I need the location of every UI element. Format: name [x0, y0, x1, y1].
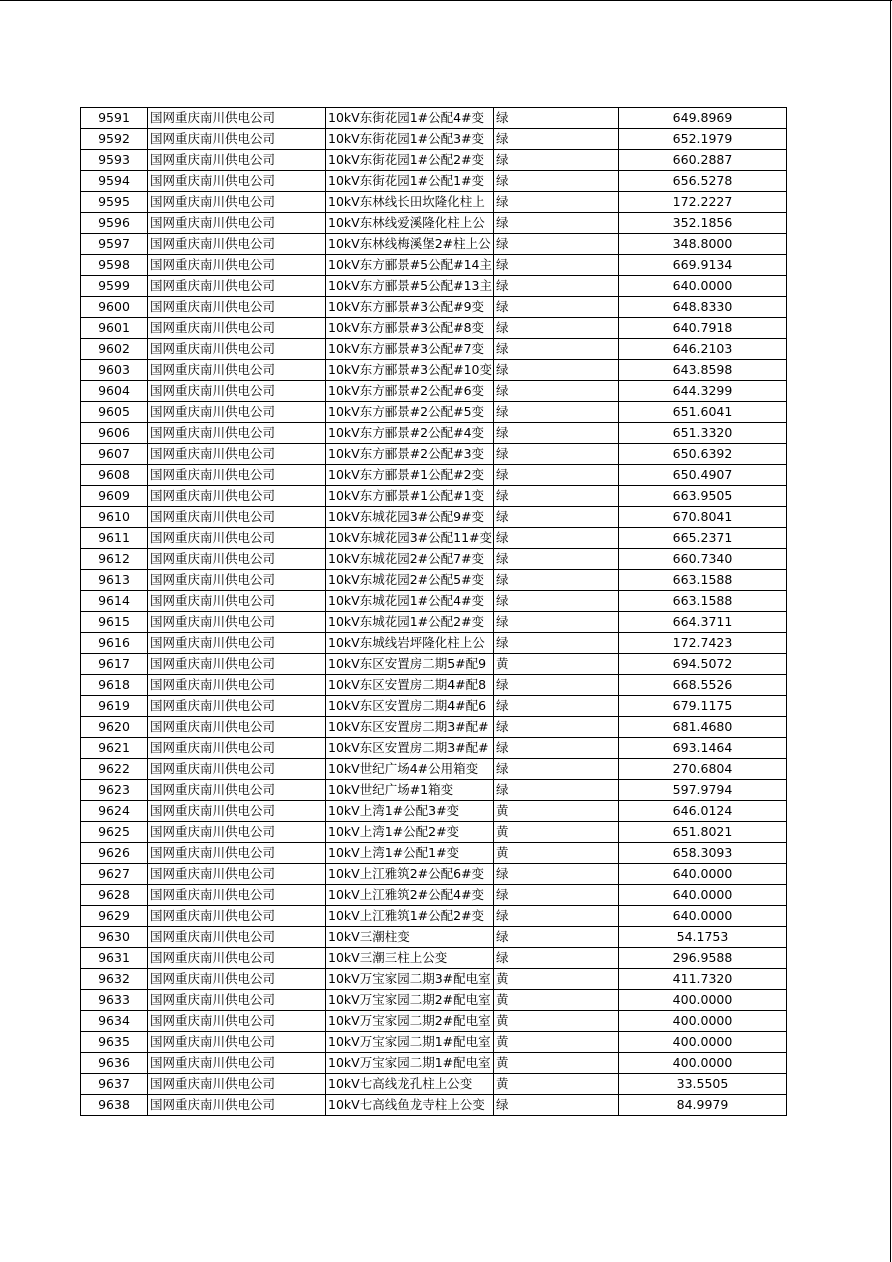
status-cell: 绿	[494, 255, 619, 276]
company-cell: 国网重庆南川供电公司	[148, 1095, 326, 1116]
row-id-cell: 9620	[81, 717, 148, 738]
row-id-cell: 9591	[81, 108, 148, 129]
value-cell: 651.6041	[619, 402, 787, 423]
station-name-cell: 10kV七高线鱼龙寺柱上公变	[326, 1095, 494, 1116]
row-id-cell: 9623	[81, 780, 148, 801]
row-id-cell: 9612	[81, 549, 148, 570]
row-id-cell: 9592	[81, 129, 148, 150]
value-cell: 270.6804	[619, 759, 787, 780]
row-id-cell: 9626	[81, 843, 148, 864]
row-id-cell: 9633	[81, 990, 148, 1011]
status-cell: 绿	[494, 780, 619, 801]
station-name-cell: 10kV东城花园3#公配9#变	[326, 507, 494, 528]
status-cell: 绿	[494, 675, 619, 696]
value-cell: 650.6392	[619, 444, 787, 465]
company-cell: 国网重庆南川供电公司	[148, 507, 326, 528]
station-name-cell: 10kV东街花园1#公配3#变	[326, 129, 494, 150]
station-name-cell: 10kV上江雅筑1#公配2#变	[326, 906, 494, 927]
status-cell: 绿	[494, 276, 619, 297]
station-name-cell: 10kV上湾1#公配1#变	[326, 843, 494, 864]
status-cell: 绿	[494, 528, 619, 549]
company-cell: 国网重庆南川供电公司	[148, 234, 326, 255]
company-cell: 国网重庆南川供电公司	[148, 465, 326, 486]
table-row	[81, 780, 787, 801]
table-row	[81, 591, 787, 612]
value-cell: 640.0000	[619, 885, 787, 906]
station-name-cell: 10kV东街花园1#公配4#变	[326, 108, 494, 129]
station-name-cell: 10kV东区安置房二期3#配#	[326, 717, 494, 738]
value-cell: 660.7340	[619, 549, 787, 570]
station-name-cell: 10kV东城花园3#公配11#变	[326, 528, 494, 549]
row-id-cell: 9614	[81, 591, 148, 612]
table-row	[81, 738, 787, 759]
company-cell: 国网重庆南川供电公司	[148, 108, 326, 129]
value-cell: 646.2103	[619, 339, 787, 360]
value-cell: 650.4907	[619, 465, 787, 486]
station-name-cell: 10kV东方郦景#5公配#14主	[326, 255, 494, 276]
row-id-cell: 9600	[81, 297, 148, 318]
company-cell: 国网重庆南川供电公司	[148, 591, 326, 612]
table-row	[81, 444, 787, 465]
table-row	[81, 1053, 787, 1074]
value-cell: 664.3711	[619, 612, 787, 633]
value-cell: 648.8330	[619, 297, 787, 318]
value-cell: 172.7423	[619, 633, 787, 654]
company-cell: 国网重庆南川供电公司	[148, 402, 326, 423]
row-id-cell: 9606	[81, 423, 148, 444]
table-row	[81, 549, 787, 570]
table-row	[81, 465, 787, 486]
station-name-cell: 10kV世纪广场#1箱变	[326, 780, 494, 801]
company-cell: 国网重庆南川供电公司	[148, 843, 326, 864]
value-cell: 84.9979	[619, 1095, 787, 1116]
row-id-cell: 9637	[81, 1074, 148, 1095]
table-row	[81, 108, 787, 129]
value-cell: 660.2887	[619, 150, 787, 171]
status-cell: 黄	[494, 822, 619, 843]
table-row	[81, 507, 787, 528]
table-row	[81, 1011, 787, 1032]
station-name-cell: 10kV万宝家园二期1#配电室	[326, 1032, 494, 1053]
value-cell: 352.1856	[619, 213, 787, 234]
station-name-cell: 10kV东方郦景#2公配#3变	[326, 444, 494, 465]
status-cell: 绿	[494, 696, 619, 717]
value-cell: 411.7320	[619, 969, 787, 990]
station-name-cell: 10kV东方郦景#5公配#13主	[326, 276, 494, 297]
station-name-cell: 10kV东方郦景#3公配#7变	[326, 339, 494, 360]
value-cell: 296.9588	[619, 948, 787, 969]
status-cell: 绿	[494, 423, 619, 444]
status-cell: 黄	[494, 1032, 619, 1053]
status-cell: 绿	[494, 570, 619, 591]
table-row	[81, 717, 787, 738]
value-cell: 669.9134	[619, 255, 787, 276]
company-cell: 国网重庆南川供电公司	[148, 801, 326, 822]
row-id-cell: 9594	[81, 171, 148, 192]
page-right-border	[890, 0, 891, 1262]
station-name-cell: 10kV东方郦景#3公配#9变	[326, 297, 494, 318]
value-cell: 693.1464	[619, 738, 787, 759]
company-cell: 国网重庆南川供电公司	[148, 1053, 326, 1074]
station-name-cell: 10kV上江雅筑2#公配6#变	[326, 864, 494, 885]
status-cell: 黄	[494, 801, 619, 822]
company-cell: 国网重庆南川供电公司	[148, 696, 326, 717]
value-cell: 640.0000	[619, 906, 787, 927]
station-name-cell: 10kV东林线梅溪堡2#柱上公	[326, 234, 494, 255]
value-cell: 644.3299	[619, 381, 787, 402]
status-cell: 绿	[494, 885, 619, 906]
table-row	[81, 150, 787, 171]
table-row	[81, 1074, 787, 1095]
value-cell: 649.8969	[619, 108, 787, 129]
row-id-cell: 9595	[81, 192, 148, 213]
status-cell: 绿	[494, 486, 619, 507]
company-cell: 国网重庆南川供电公司	[148, 444, 326, 465]
company-cell: 国网重庆南川供电公司	[148, 1074, 326, 1095]
value-cell: 656.5278	[619, 171, 787, 192]
value-cell: 651.8021	[619, 822, 787, 843]
status-cell: 绿	[494, 549, 619, 570]
row-id-cell: 9615	[81, 612, 148, 633]
company-cell: 国网重庆南川供电公司	[148, 255, 326, 276]
station-name-cell: 10kV三潮柱变	[326, 927, 494, 948]
status-cell: 绿	[494, 192, 619, 213]
status-cell: 绿	[494, 213, 619, 234]
table-row	[81, 906, 787, 927]
row-id-cell: 9629	[81, 906, 148, 927]
company-cell: 国网重庆南川供电公司	[148, 1011, 326, 1032]
status-cell: 黄	[494, 969, 619, 990]
page-top-border	[0, 0, 892, 1]
company-cell: 国网重庆南川供电公司	[148, 612, 326, 633]
row-id-cell: 9610	[81, 507, 148, 528]
value-cell: 54.1753	[619, 927, 787, 948]
status-cell: 绿	[494, 717, 619, 738]
value-cell: 643.8598	[619, 360, 787, 381]
table-row	[81, 234, 787, 255]
station-name-cell: 10kV万宝家园二期1#配电室	[326, 1053, 494, 1074]
row-id-cell: 9611	[81, 528, 148, 549]
company-cell: 国网重庆南川供电公司	[148, 276, 326, 297]
row-id-cell: 9605	[81, 402, 148, 423]
company-cell: 国网重庆南川供电公司	[148, 906, 326, 927]
table-row	[81, 318, 787, 339]
row-id-cell: 9607	[81, 444, 148, 465]
row-id-cell: 9632	[81, 969, 148, 990]
table-row	[81, 1032, 787, 1053]
station-name-cell: 10kV上江雅筑2#公配4#变	[326, 885, 494, 906]
status-cell: 绿	[494, 633, 619, 654]
value-cell: 679.1175	[619, 696, 787, 717]
company-cell: 国网重庆南川供电公司	[148, 717, 326, 738]
station-name-cell: 10kV东城花园2#公配5#变	[326, 570, 494, 591]
value-cell: 651.3320	[619, 423, 787, 444]
row-id-cell: 9613	[81, 570, 148, 591]
value-cell: 400.0000	[619, 1053, 787, 1074]
station-name-cell: 10kV东城线岩坪隆化柱上公	[326, 633, 494, 654]
station-name-cell: 10kV万宝家园二期2#配电室	[326, 1011, 494, 1032]
status-cell: 绿	[494, 402, 619, 423]
table-row	[81, 885, 787, 906]
status-cell: 绿	[494, 171, 619, 192]
table-row	[81, 360, 787, 381]
station-name-cell: 10kV东方郦景#2公配#6变	[326, 381, 494, 402]
value-cell: 400.0000	[619, 990, 787, 1011]
company-cell: 国网重庆南川供电公司	[148, 675, 326, 696]
table-row	[81, 927, 787, 948]
row-id-cell: 9627	[81, 864, 148, 885]
table-row	[81, 969, 787, 990]
table-row	[81, 654, 787, 675]
company-cell: 国网重庆南川供电公司	[148, 633, 326, 654]
station-name-cell: 10kV东方郦景#2公配#4变	[326, 423, 494, 444]
table-row	[81, 948, 787, 969]
status-cell: 绿	[494, 297, 619, 318]
company-cell: 国网重庆南川供电公司	[148, 759, 326, 780]
status-cell: 绿	[494, 444, 619, 465]
company-cell: 国网重庆南川供电公司	[148, 738, 326, 759]
row-id-cell: 9618	[81, 675, 148, 696]
station-name-cell: 10kV东方郦景#1公配#1变	[326, 486, 494, 507]
value-cell: 640.0000	[619, 276, 787, 297]
row-id-cell: 9601	[81, 318, 148, 339]
value-cell: 348.8000	[619, 234, 787, 255]
table-row	[81, 633, 787, 654]
company-cell: 国网重庆南川供电公司	[148, 423, 326, 444]
status-cell: 黄	[494, 1011, 619, 1032]
company-cell: 国网重庆南川供电公司	[148, 150, 326, 171]
station-name-cell: 10kV万宝家园二期2#配电室	[326, 990, 494, 1011]
company-cell: 国网重庆南川供电公司	[148, 990, 326, 1011]
station-name-cell: 10kV东区安置房二期5#配9	[326, 654, 494, 675]
table-row	[81, 339, 787, 360]
station-name-cell: 10kV上湾1#公配2#变	[326, 822, 494, 843]
status-cell: 绿	[494, 738, 619, 759]
station-name-cell: 10kV东区安置房二期4#配8	[326, 675, 494, 696]
row-id-cell: 9599	[81, 276, 148, 297]
status-cell: 绿	[494, 507, 619, 528]
company-cell: 国网重庆南川供电公司	[148, 927, 326, 948]
status-cell: 黄	[494, 1053, 619, 1074]
station-name-cell: 10kV三潮三柱上公变	[326, 948, 494, 969]
row-id-cell: 9602	[81, 339, 148, 360]
status-cell: 绿	[494, 381, 619, 402]
value-cell: 670.8041	[619, 507, 787, 528]
station-name-cell: 10kV东方郦景#3公配#8变	[326, 318, 494, 339]
table-row	[81, 843, 787, 864]
table-row	[81, 255, 787, 276]
value-cell: 663.1588	[619, 570, 787, 591]
row-id-cell: 9635	[81, 1032, 148, 1053]
status-cell: 黄	[494, 1074, 619, 1095]
row-id-cell: 9625	[81, 822, 148, 843]
company-cell: 国网重庆南川供电公司	[148, 171, 326, 192]
value-cell: 646.0124	[619, 801, 787, 822]
company-cell: 国网重庆南川供电公司	[148, 339, 326, 360]
company-cell: 国网重庆南川供电公司	[148, 318, 326, 339]
station-name-cell: 10kV东城花园1#公配2#变	[326, 612, 494, 633]
company-cell: 国网重庆南川供电公司	[148, 969, 326, 990]
value-cell: 663.1588	[619, 591, 787, 612]
company-cell: 国网重庆南川供电公司	[148, 822, 326, 843]
company-cell: 国网重庆南川供电公司	[148, 885, 326, 906]
status-cell: 绿	[494, 150, 619, 171]
table-row	[81, 990, 787, 1011]
station-name-cell: 10kV七高线龙孔柱上公变	[326, 1074, 494, 1095]
status-cell: 绿	[494, 339, 619, 360]
company-cell: 国网重庆南川供电公司	[148, 192, 326, 213]
table-row	[81, 297, 787, 318]
status-cell: 绿	[494, 318, 619, 339]
station-name-cell: 10kV东方郦景#3公配#10变	[326, 360, 494, 381]
status-cell: 绿	[494, 759, 619, 780]
row-id-cell: 9631	[81, 948, 148, 969]
station-name-cell: 10kV东城花园2#公配7#变	[326, 549, 494, 570]
table-row	[81, 675, 787, 696]
row-id-cell: 9634	[81, 1011, 148, 1032]
status-cell: 绿	[494, 234, 619, 255]
station-name-cell: 10kV东区安置房二期4#配6	[326, 696, 494, 717]
row-id-cell: 9598	[81, 255, 148, 276]
value-cell: 597.9794	[619, 780, 787, 801]
company-cell: 国网重庆南川供电公司	[148, 129, 326, 150]
company-cell: 国网重庆南川供电公司	[148, 654, 326, 675]
status-cell: 绿	[494, 906, 619, 927]
table-row	[81, 696, 787, 717]
status-cell: 黄	[494, 843, 619, 864]
company-cell: 国网重庆南川供电公司	[148, 864, 326, 885]
table-row	[81, 213, 787, 234]
company-cell: 国网重庆南川供电公司	[148, 297, 326, 318]
station-name-cell: 10kV东方郦景#1公配#2变	[326, 465, 494, 486]
row-id-cell: 9617	[81, 654, 148, 675]
table-row	[81, 486, 787, 507]
station-name-cell: 10kV东区安置房二期3#配#	[326, 738, 494, 759]
value-cell: 640.0000	[619, 864, 787, 885]
station-name-cell: 10kV东方郦景#2公配#5变	[326, 402, 494, 423]
row-id-cell: 9619	[81, 696, 148, 717]
station-name-cell: 10kV世纪广场4#公用箱变	[326, 759, 494, 780]
row-id-cell: 9621	[81, 738, 148, 759]
value-cell: 668.5526	[619, 675, 787, 696]
status-cell: 黄	[494, 990, 619, 1011]
row-id-cell: 9630	[81, 927, 148, 948]
data-table	[80, 107, 787, 1116]
company-cell: 国网重庆南川供电公司	[148, 570, 326, 591]
company-cell: 国网重庆南川供电公司	[148, 381, 326, 402]
table-row	[81, 129, 787, 150]
station-name-cell: 10kV东街花园1#公配1#变	[326, 171, 494, 192]
status-cell: 绿	[494, 1095, 619, 1116]
company-cell: 国网重庆南川供电公司	[148, 1032, 326, 1053]
row-id-cell: 9628	[81, 885, 148, 906]
value-cell: 172.2227	[619, 192, 787, 213]
station-name-cell: 10kV上湾1#公配3#变	[326, 801, 494, 822]
table-row	[81, 171, 787, 192]
status-cell: 黄	[494, 654, 619, 675]
station-name-cell: 10kV东林线爱溪隆化柱上公	[326, 213, 494, 234]
company-cell: 国网重庆南川供电公司	[148, 486, 326, 507]
row-id-cell: 9609	[81, 486, 148, 507]
row-id-cell: 9597	[81, 234, 148, 255]
row-id-cell: 9624	[81, 801, 148, 822]
company-cell: 国网重庆南川供电公司	[148, 213, 326, 234]
value-cell: 658.3093	[619, 843, 787, 864]
value-cell: 400.0000	[619, 1011, 787, 1032]
station-name-cell: 10kV东林线长田坎隆化柱上	[326, 192, 494, 213]
table-row	[81, 864, 787, 885]
table-row	[81, 612, 787, 633]
value-cell: 681.4680	[619, 717, 787, 738]
row-id-cell: 9622	[81, 759, 148, 780]
row-id-cell: 9603	[81, 360, 148, 381]
status-cell: 绿	[494, 948, 619, 969]
table-row	[81, 528, 787, 549]
row-id-cell: 9638	[81, 1095, 148, 1116]
company-cell: 国网重庆南川供电公司	[148, 360, 326, 381]
status-cell: 绿	[494, 927, 619, 948]
row-id-cell: 9593	[81, 150, 148, 171]
row-id-cell: 9616	[81, 633, 148, 654]
status-cell: 绿	[494, 864, 619, 885]
row-id-cell: 9636	[81, 1053, 148, 1074]
row-id-cell: 9608	[81, 465, 148, 486]
value-cell: 694.5072	[619, 654, 787, 675]
table-row	[81, 276, 787, 297]
company-cell: 国网重庆南川供电公司	[148, 948, 326, 969]
value-cell: 652.1979	[619, 129, 787, 150]
status-cell: 绿	[494, 612, 619, 633]
value-cell: 665.2371	[619, 528, 787, 549]
table-row	[81, 570, 787, 591]
company-cell: 国网重庆南川供电公司	[148, 528, 326, 549]
station-name-cell: 10kV东街花园1#公配2#变	[326, 150, 494, 171]
table-row	[81, 402, 787, 423]
row-id-cell: 9604	[81, 381, 148, 402]
table-body	[81, 108, 787, 1116]
table-row	[81, 423, 787, 444]
table-row	[81, 1095, 787, 1116]
status-cell: 绿	[494, 360, 619, 381]
row-id-cell: 9596	[81, 213, 148, 234]
table-row	[81, 801, 787, 822]
company-cell: 国网重庆南川供电公司	[148, 549, 326, 570]
table-row	[81, 759, 787, 780]
station-name-cell: 10kV东城花园1#公配4#变	[326, 591, 494, 612]
value-cell: 400.0000	[619, 1032, 787, 1053]
table-row	[81, 822, 787, 843]
station-name-cell: 10kV万宝家园二期3#配电室	[326, 969, 494, 990]
company-cell: 国网重庆南川供电公司	[148, 780, 326, 801]
value-cell: 33.5505	[619, 1074, 787, 1095]
status-cell: 绿	[494, 129, 619, 150]
table-row	[81, 381, 787, 402]
status-cell: 绿	[494, 108, 619, 129]
status-cell: 绿	[494, 465, 619, 486]
value-cell: 663.9505	[619, 486, 787, 507]
table-row	[81, 192, 787, 213]
status-cell: 绿	[494, 591, 619, 612]
value-cell: 640.7918	[619, 318, 787, 339]
